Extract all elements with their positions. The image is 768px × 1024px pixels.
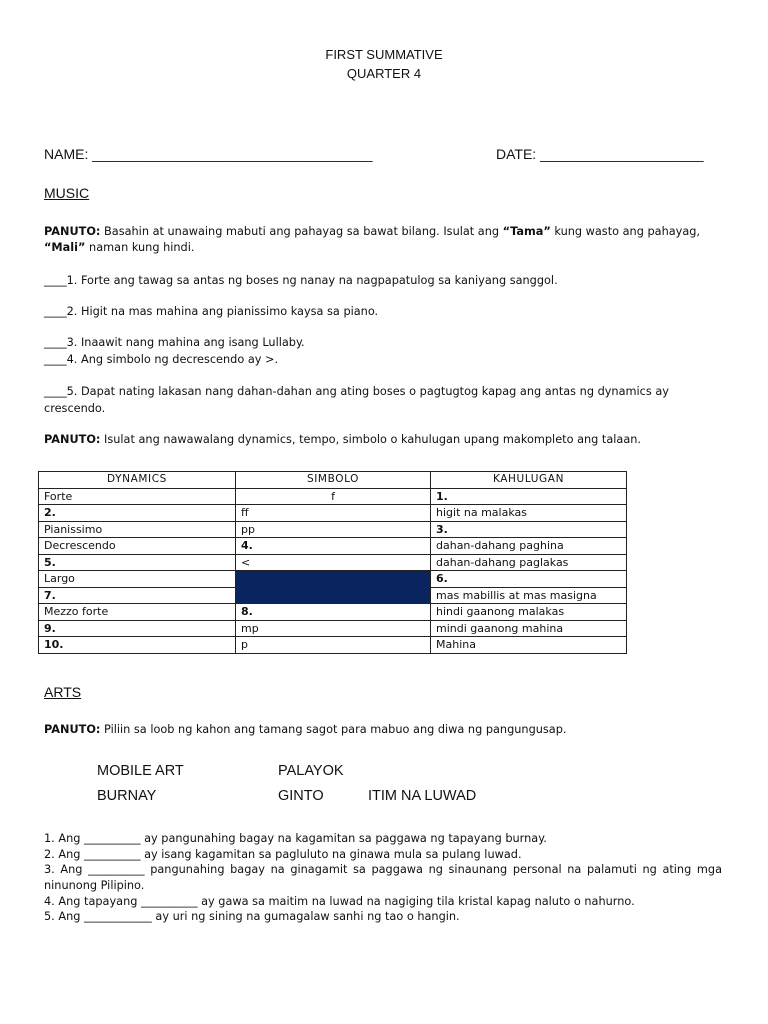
panuto-text: Isulat ang nawawalang dynamics, tempo, simbolo o kahulugan upang makompleto ang talaan.	[100, 433, 642, 446]
music-item-3: ____3. Inaawit nang mahina ang isang Lullaby.	[44, 336, 305, 349]
cell-simbolo: 8.	[236, 604, 431, 621]
cell-kahulugan: mindi gaanong mahina	[431, 620, 627, 637]
choice-item: PALAYOK	[278, 763, 344, 779]
table-row	[39, 637, 627, 654]
music-item-4: ____4. Ang simbolo ng decrescendo ay >.	[44, 353, 279, 366]
table-row	[39, 505, 627, 522]
cell-kahulugan: 6.	[431, 571, 627, 588]
cell-dynamics: 5.	[39, 554, 236, 571]
mali-word: “Mali”	[44, 241, 86, 254]
panuto-text: kung wasto ang pahayag,	[550, 225, 701, 238]
dynamics-table	[38, 471, 627, 654]
cell-simbolo: ff	[236, 505, 431, 522]
arts-item-2: 2. Ang __________ ay isang kagamitan sa pagluluto na ginawa mula sa pulang luwad.	[44, 848, 522, 861]
document-title: FIRST SUMMATIVE	[325, 47, 443, 62]
cell-simbolo: f	[236, 488, 431, 505]
cell-kahulugan: hindi gaanong malakas	[431, 604, 627, 621]
cell-dynamics: 2.	[39, 505, 236, 522]
header-simbolo: SIMBOLO	[236, 472, 431, 489]
panuto-text: Piliin sa loob ng kahon ang tamang sagot para mabuo ang diwa ng pangungusap.	[100, 723, 567, 736]
cell-simbolo: <	[236, 554, 431, 571]
cell-kahulugan: dahan-dahang paglakas	[431, 554, 627, 571]
cell-simbolo: mp	[236, 620, 431, 637]
panuto-label: PANUTO:	[44, 723, 101, 736]
arts-item-5: 5. Ang ____________ ay uri ng sining na gumagalaw sanhi ng tao o hangin.	[44, 910, 460, 923]
table-row	[39, 620, 627, 637]
arts-item-3: 3. Ang __________ pangunahing bagay na ginagamit sa paggawa ng sinaunang personal na palamuti ng ating mga ninunong Pilipino.	[44, 863, 722, 892]
choice-item: BURNAY	[97, 788, 157, 804]
cell-kahulugan: 3.	[431, 521, 627, 538]
choice-item: MOBILE ART	[97, 763, 184, 779]
cell-dynamics: Pianissimo	[39, 521, 236, 538]
shaded-cell	[236, 571, 431, 588]
cell-dynamics: Decrescendo	[39, 538, 236, 555]
table-row	[39, 521, 627, 538]
cell-dynamics: 9.	[39, 620, 236, 637]
music-item-5: ____5. Dapat nating lakasan nang dahan-dahan ang ating boses o pagtugtog kapag ang antas ng dynamics ay	[44, 385, 669, 398]
table-row	[39, 554, 627, 571]
arts-item-4: 4. Ang tapayang __________ ay gawa sa maitim na luwad na nagiging tila kristal kapag naluto o nahurno.	[44, 895, 635, 908]
cell-kahulugan: 1.	[431, 488, 627, 505]
panuto-text: naman kung hindi.	[85, 241, 195, 254]
cell-kahulugan: Mahina	[431, 637, 627, 654]
panuto-label: PANUTO:	[44, 225, 101, 238]
music-instructions-2	[44, 432, 641, 448]
cell-dynamics: Mezzo forte	[39, 604, 236, 621]
music-item-5-cont: crescendo.	[44, 402, 106, 415]
cell-dynamics: 7.	[39, 587, 236, 604]
cell-kahulugan: higit na malakas	[431, 505, 627, 522]
cell-dynamics: Forte	[39, 488, 236, 505]
arts-item-1: 1. Ang __________ ay pangunahing bagay na kagamitan sa paggawa ng tapayang burnay.	[44, 832, 547, 845]
music-instructions-1	[44, 224, 724, 256]
header-dynamics: DYNAMICS	[39, 472, 236, 489]
name-field: NAME: ____________________________________	[44, 146, 373, 162]
table-row	[39, 571, 627, 588]
cell-simbolo: p	[236, 637, 431, 654]
table-header-row	[39, 472, 627, 489]
header-kahulugan: KAHULUGAN	[431, 472, 627, 489]
panuto-text: Basahin at unawaing mabuti ang pahayag sa bawat bilang. Isulat ang	[100, 225, 503, 238]
table-row	[39, 604, 627, 621]
cell-kahulugan: dahan-dahang paghina	[431, 538, 627, 555]
tama-word: “Tama”	[502, 225, 551, 238]
cell-dynamics: Largo	[39, 571, 236, 588]
cell-dynamics: 10.	[39, 637, 236, 654]
document-subtitle: QUARTER 4	[346, 66, 422, 81]
music-item-2: ____2. Higit na mas mahina ang pianissimo kaysa sa piano.	[44, 305, 379, 318]
arts-heading: ARTS	[44, 684, 82, 700]
shaded-cell	[236, 587, 431, 604]
choice-item: GINTO	[278, 788, 324, 804]
panuto-label: PANUTO:	[44, 433, 101, 446]
music-item-1: ____1. Forte ang tawag sa antas ng boses ng nanay na nagpapatulog sa kaniyang sanggol.	[44, 274, 558, 287]
cell-kahulugan: mas mabillis at mas masigna	[431, 587, 627, 604]
music-heading: MUSIC	[44, 185, 90, 201]
cell-simbolo: 4.	[236, 538, 431, 555]
choice-item: ITIM NA LUWAD	[368, 788, 477, 804]
date-field: DATE: _____________________	[496, 146, 704, 162]
table-row	[39, 587, 627, 604]
cell-simbolo: pp	[236, 521, 431, 538]
arts-instructions	[44, 722, 567, 738]
table-row	[39, 538, 627, 555]
table-row	[39, 488, 627, 505]
